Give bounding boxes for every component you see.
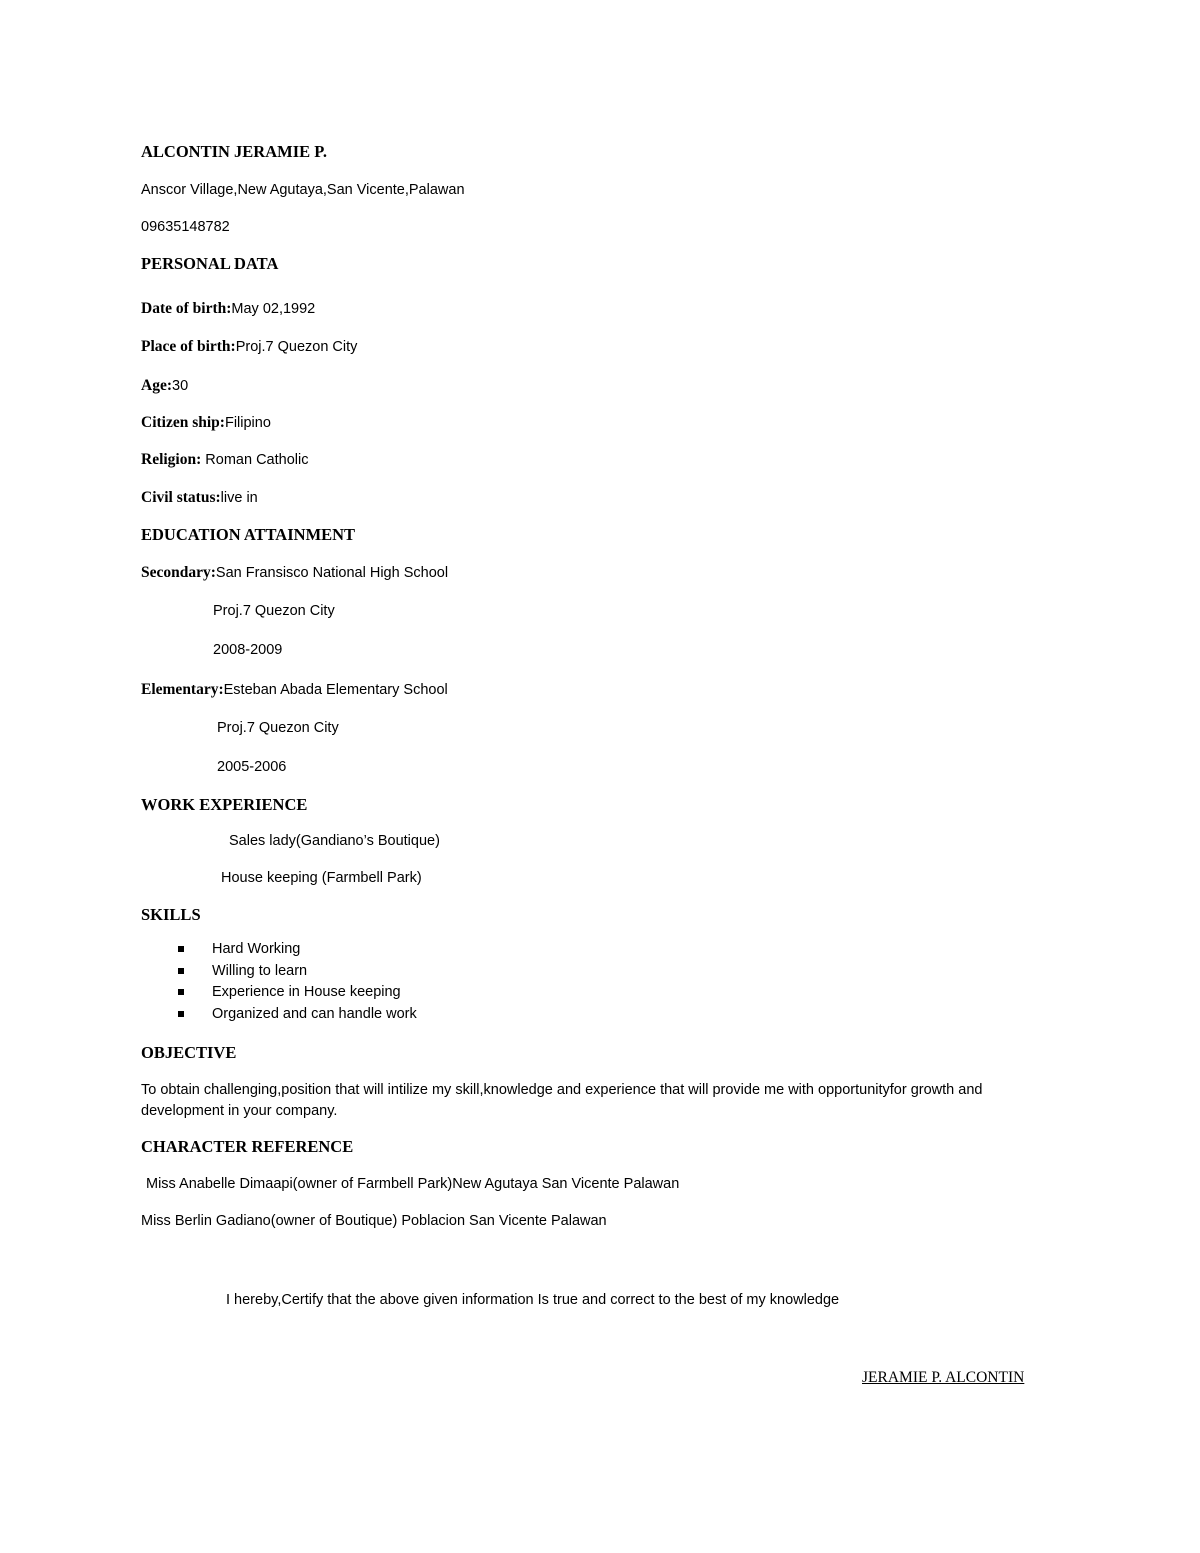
personal-data-heading: PERSONAL DATA	[141, 254, 279, 273]
applicant-name: ALCONTIN JERAMIE P.	[141, 142, 327, 161]
reference-1: Miss Anabelle Dimaapi(owner of Farmbell Park)New Agutaya San Vicente Palawan	[146, 1176, 680, 1192]
objective-text: To obtain challenging,position that will intilize my skill,knowledge and experience that will provide me with opportunityfor growth and development in your company.	[141, 1082, 983, 1119]
secondary-row	[141, 564, 448, 582]
religion-value: Roman Catholic	[201, 452, 309, 468]
square-bullet-icon	[178, 946, 184, 952]
secondary-place: Proj.7 Quezon City	[213, 603, 335, 619]
pob-row	[141, 338, 357, 356]
reference-2: Miss Berlin Gadiano(owner of Boutique) Poblacion San Vicente Palawan	[141, 1213, 607, 1229]
list-item: Organized and can handle work	[141, 1004, 417, 1026]
square-bullet-icon	[178, 989, 184, 995]
skills-list	[141, 939, 417, 1026]
religion-row	[141, 451, 308, 469]
list-item: Experience in House keeping	[141, 982, 417, 1004]
dob-value: May 02,1992	[231, 301, 316, 317]
elementary-label: Elementary:	[141, 681, 224, 698]
skills-heading: SKILLS	[141, 905, 201, 924]
work-item-2: House keeping (Farmbell Park)	[221, 870, 422, 886]
work-experience-heading: WORK EXPERIENCE	[141, 795, 308, 814]
secondary-years: 2008-2009	[213, 642, 283, 658]
age-label: Age:	[141, 377, 172, 394]
education-heading: EDUCATION ATTAINMENT	[141, 525, 356, 544]
elementary-row	[141, 681, 448, 699]
phone-number: 09635148782	[141, 219, 230, 235]
list-item: Willing to learn	[141, 961, 417, 983]
signature-name: JERAMIE P. ALCONTIN	[862, 1369, 1025, 1386]
dob-row	[141, 300, 315, 318]
age-value: 30	[172, 378, 189, 394]
elementary-years: 2005-2006	[217, 759, 287, 775]
work-item-1: Sales lady(Gandiano’s Boutique)	[229, 833, 440, 849]
square-bullet-icon	[178, 1011, 184, 1017]
address: Anscor Village,New Agutaya,San Vicente,Palawan	[141, 182, 465, 198]
religion-label: Religion:	[141, 451, 202, 468]
pob-label: Place of birth:	[141, 338, 236, 355]
civil-status-label: Civil status:	[141, 489, 221, 506]
dob-label: Date of birth:	[141, 300, 232, 317]
list-item: Hard Working	[141, 939, 417, 961]
square-bullet-icon	[178, 968, 184, 974]
certification-text: I hereby,Certify that the above given information Is true and correct to the best of my knowledge	[226, 1292, 840, 1308]
civil-status-row	[141, 489, 258, 507]
pob-value: Proj.7 Quezon City	[235, 339, 358, 355]
secondary-school: San Fransisco National High School	[215, 565, 449, 581]
citizenship-row	[141, 414, 271, 432]
civil-status-value: live in	[220, 490, 258, 506]
elementary-place: Proj.7 Quezon City	[217, 720, 339, 736]
citizenship-value: Filipino	[224, 415, 271, 431]
character-reference-heading: CHARACTER REFERENCE	[141, 1137, 354, 1156]
citizenship-label: Citizen ship:	[141, 414, 225, 431]
elementary-school: Esteban Abada Elementary School	[223, 682, 448, 698]
objective-heading: OBJECTIVE	[141, 1043, 237, 1062]
secondary-label: Secondary:	[141, 564, 216, 581]
age-row	[141, 377, 188, 395]
